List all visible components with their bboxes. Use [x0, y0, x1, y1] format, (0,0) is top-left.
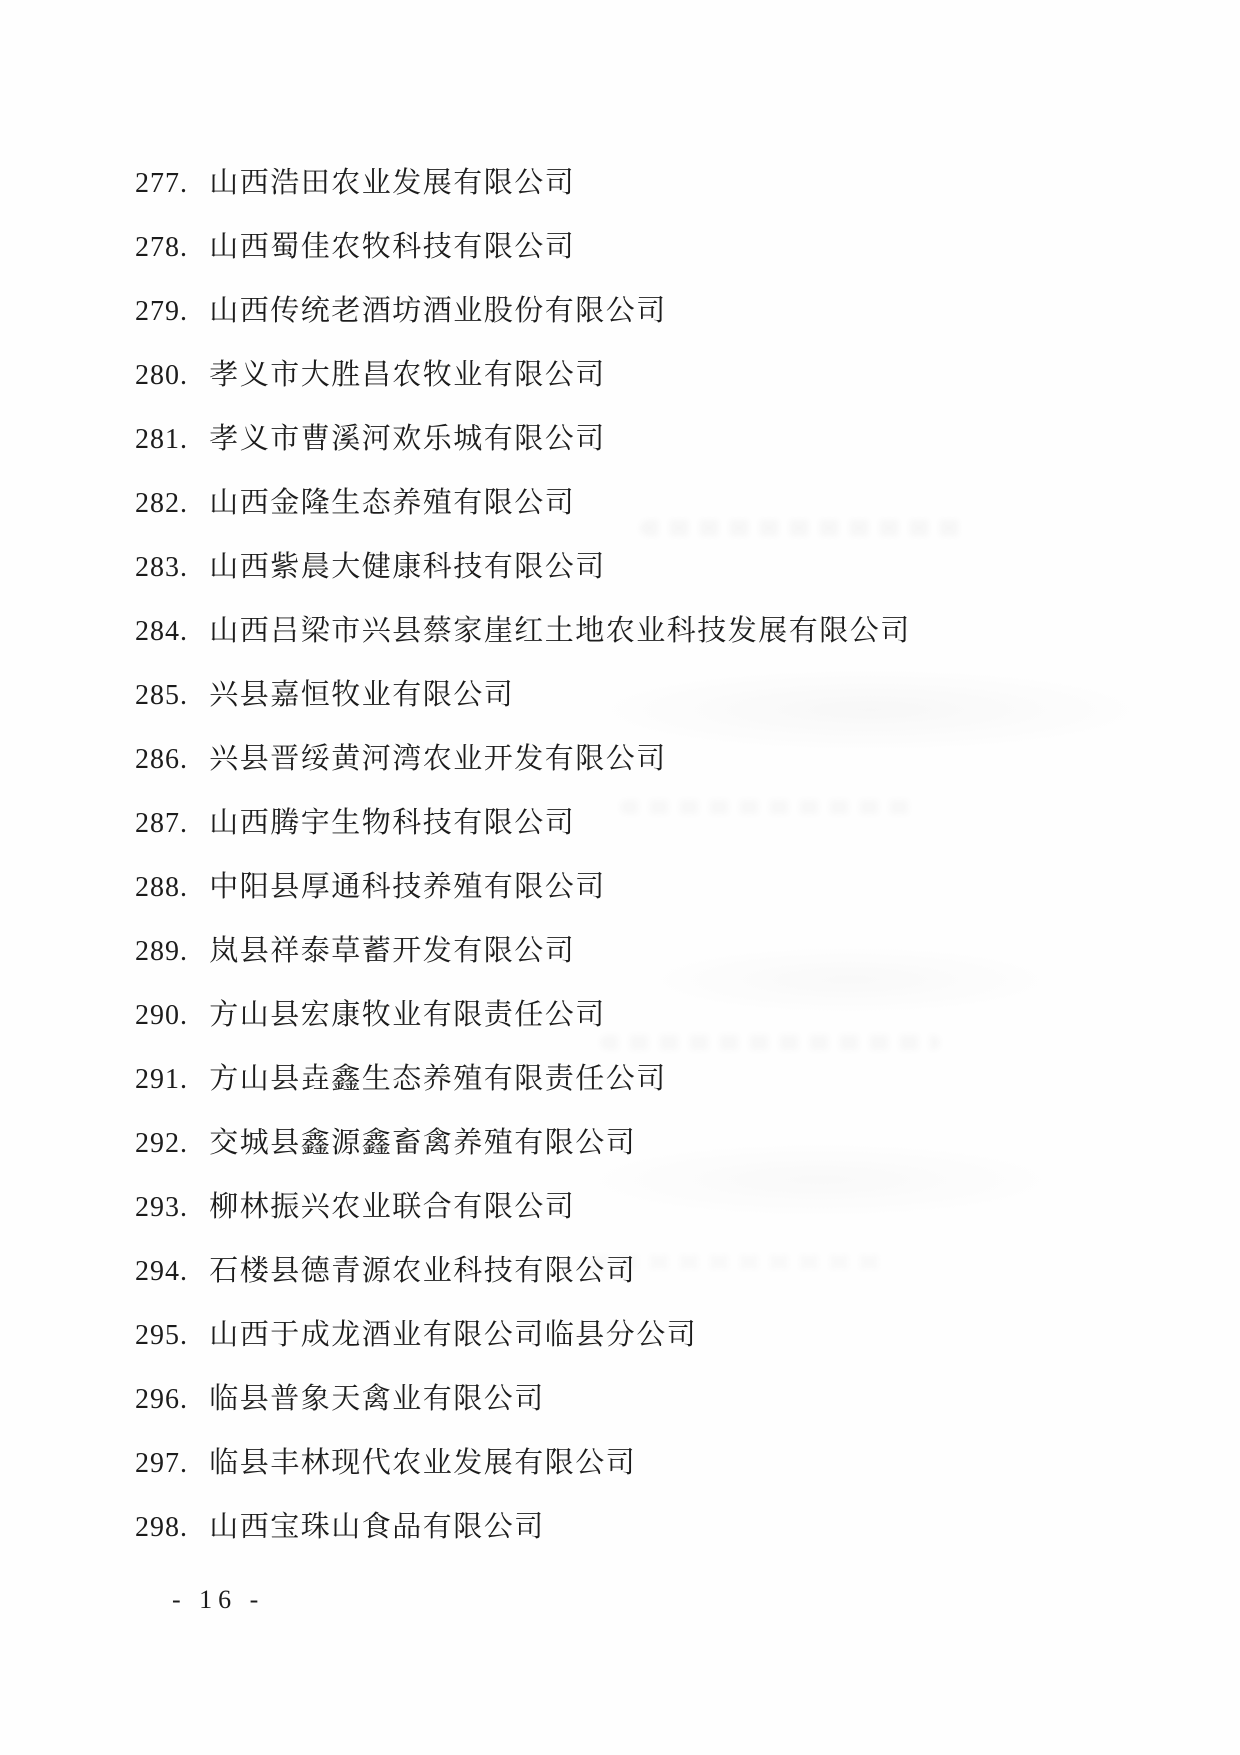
- item-number: 288.: [135, 872, 188, 903]
- item-number: 292.: [135, 1128, 188, 1159]
- list-item: [135, 1384, 1180, 1414]
- list-item: [135, 744, 1180, 774]
- company-list: [135, 168, 1180, 1576]
- item-number: 297.: [135, 1448, 188, 1479]
- item-name: 山西金隆生态养殖有限公司: [209, 487, 576, 519]
- page-number: [172, 1585, 264, 1615]
- item-number: 277.: [135, 168, 188, 199]
- list-item: [135, 1064, 1180, 1094]
- item-name: 兴县晋绥黄河湾农业开发有限公司: [209, 743, 667, 775]
- item-number: 281.: [135, 424, 188, 455]
- list-item: [135, 936, 1180, 966]
- item-number: 286.: [135, 744, 188, 775]
- list-item: [135, 808, 1180, 838]
- item-number: 294.: [135, 1256, 188, 1287]
- list-item: [135, 552, 1180, 582]
- item-name: 临县丰林现代农业发展有限公司: [209, 1447, 637, 1479]
- item-number: 287.: [135, 808, 188, 839]
- item-number: 279.: [135, 296, 188, 327]
- item-number: 295.: [135, 1320, 188, 1351]
- list-item: [135, 616, 1180, 646]
- item-name: 山西吕梁市兴县蔡家崖红土地农业科技发展有限公司: [209, 615, 911, 647]
- list-item: [135, 1000, 1180, 1030]
- item-number: 278.: [135, 232, 188, 263]
- item-number: 282.: [135, 488, 188, 519]
- item-number: 289.: [135, 936, 188, 967]
- list-item: [135, 1192, 1180, 1222]
- item-name: 孝义市曹溪河欢乐城有限公司: [209, 423, 606, 455]
- item-name: 柳林振兴农业联合有限公司: [209, 1191, 576, 1223]
- list-item: [135, 424, 1180, 454]
- list-item: [135, 296, 1180, 326]
- item-number: 290.: [135, 1000, 188, 1031]
- item-number: 283.: [135, 552, 188, 583]
- item-name: 方山县宏康牧业有限责任公司: [209, 999, 606, 1031]
- item-name: 山西蜀佳农牧科技有限公司: [209, 231, 576, 263]
- list-item: [135, 680, 1180, 710]
- item-name: 山西紫晨大健康科技有限公司: [209, 551, 606, 583]
- item-number: 293.: [135, 1192, 188, 1223]
- item-name: 山西浩田农业发展有限公司: [209, 167, 576, 199]
- item-name: 交城县鑫源鑫畜禽养殖有限公司: [209, 1127, 637, 1159]
- item-name: 孝义市大胜昌农牧业有限公司: [209, 359, 606, 391]
- item-number: 285.: [135, 680, 188, 711]
- item-number: 296.: [135, 1384, 188, 1415]
- list-item: [135, 1320, 1180, 1350]
- list-item: [135, 488, 1180, 518]
- list-item: [135, 872, 1180, 902]
- page-number-label: - 16 -: [172, 1585, 265, 1614]
- list-item: [135, 360, 1180, 390]
- list-item: [135, 1512, 1180, 1542]
- item-number: 280.: [135, 360, 188, 391]
- list-item: [135, 1128, 1180, 1158]
- item-name: 石楼县德青源农业科技有限公司: [209, 1255, 637, 1287]
- item-number: 291.: [135, 1064, 188, 1095]
- item-name: 岚县祥泰草蓄开发有限公司: [209, 935, 576, 967]
- item-name: 山西宝珠山食品有限公司: [209, 1511, 545, 1543]
- list-item: [135, 232, 1180, 262]
- item-name: 方山县垚鑫生态养殖有限责任公司: [209, 1063, 667, 1095]
- item-name: 兴县嘉恒牧业有限公司: [209, 679, 515, 711]
- item-name: 山西于成龙酒业有限公司临县分公司: [209, 1319, 698, 1351]
- list-item: [135, 168, 1180, 198]
- item-number: 298.: [135, 1512, 188, 1543]
- item-number: 284.: [135, 616, 188, 647]
- item-name: 山西传统老酒坊酒业股份有限公司: [209, 295, 667, 327]
- item-name: 山西腾宇生物科技有限公司: [209, 807, 576, 839]
- list-item: [135, 1448, 1180, 1478]
- list-item: [135, 1256, 1180, 1286]
- item-name: 临县普象天禽业有限公司: [209, 1383, 545, 1415]
- item-name: 中阳县厚通科技养殖有限公司: [209, 871, 606, 903]
